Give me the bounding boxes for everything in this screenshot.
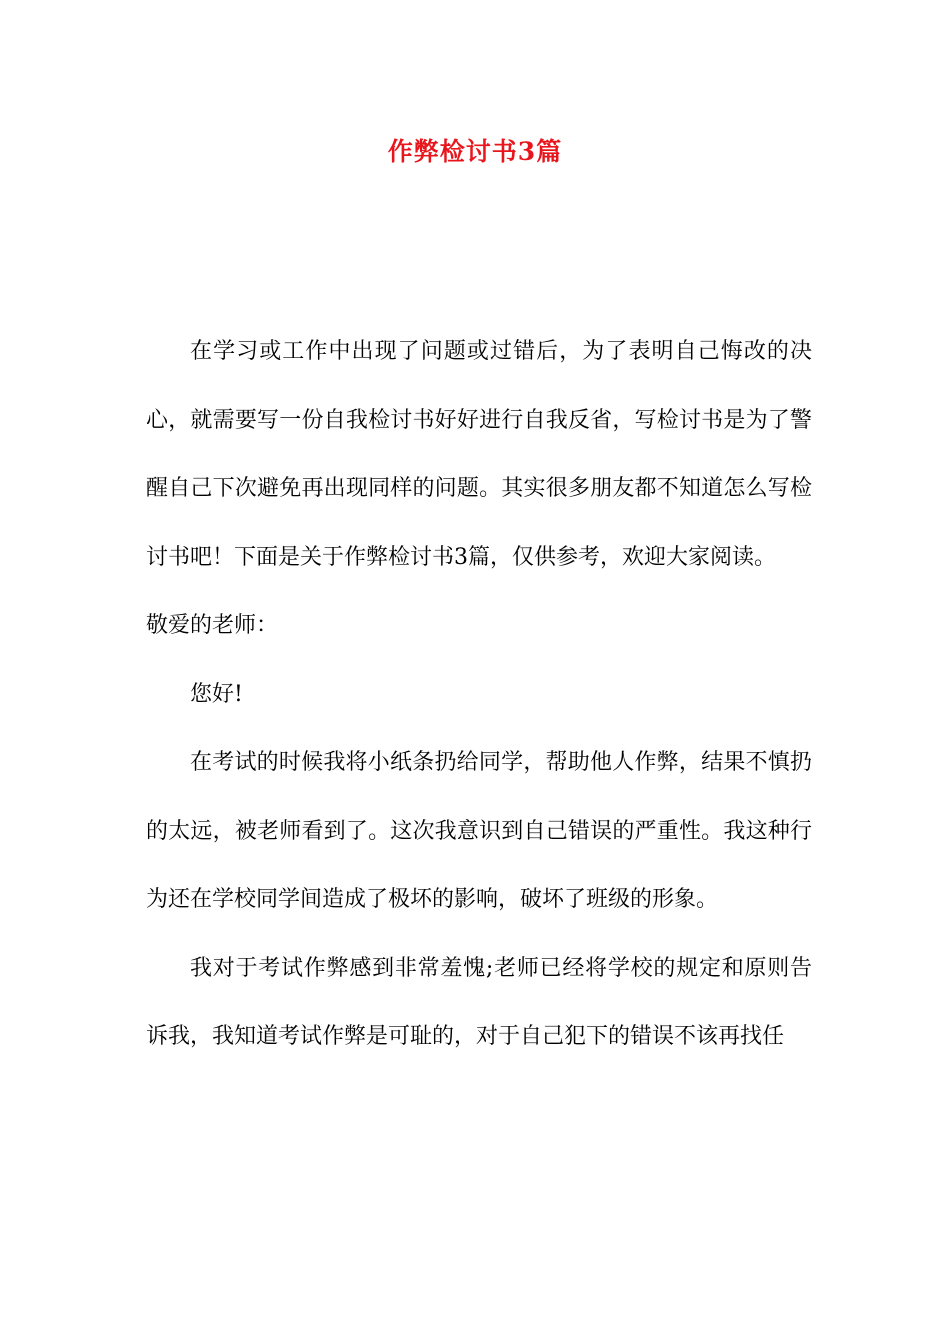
greeting: 您好! <box>190 681 243 707</box>
salutation: 敬爱的老师： <box>146 613 279 638</box>
intro-paragraph: 在学习或工作中出现了问题或过错后，为了表明自己悔改的决心，就需要写一份自我检讨书好好进行自我反省，写检讨书是为了警醒自己下次避免再出现同样的问题。其实很多朋友都不知道怎么写检讨书吧！下面是关于作弊检讨书3篇，仅供参考，欢迎大家阅读。 <box>146 339 812 570</box>
body-paragraph: 在考试的时候我将小纸条扔给同学，帮助他人作弊，结果不慎扔的太远，被老师看到了。这次我意识到自己错误的严重性。我这种行为还在学校同学间造成了极坏的影响，破坏了班级的形象。 <box>146 750 812 912</box>
document-body <box>146 318 812 1072</box>
document-title: 作弊检讨书3篇 <box>387 137 563 166</box>
body-paragraph: 我对于考试作弊感到非常羞愧;老师已经将学校的规定和原则告诉我，我知道考试作弊是可耻的，对于自己犯下的错误不该再找任 <box>146 955 812 1049</box>
